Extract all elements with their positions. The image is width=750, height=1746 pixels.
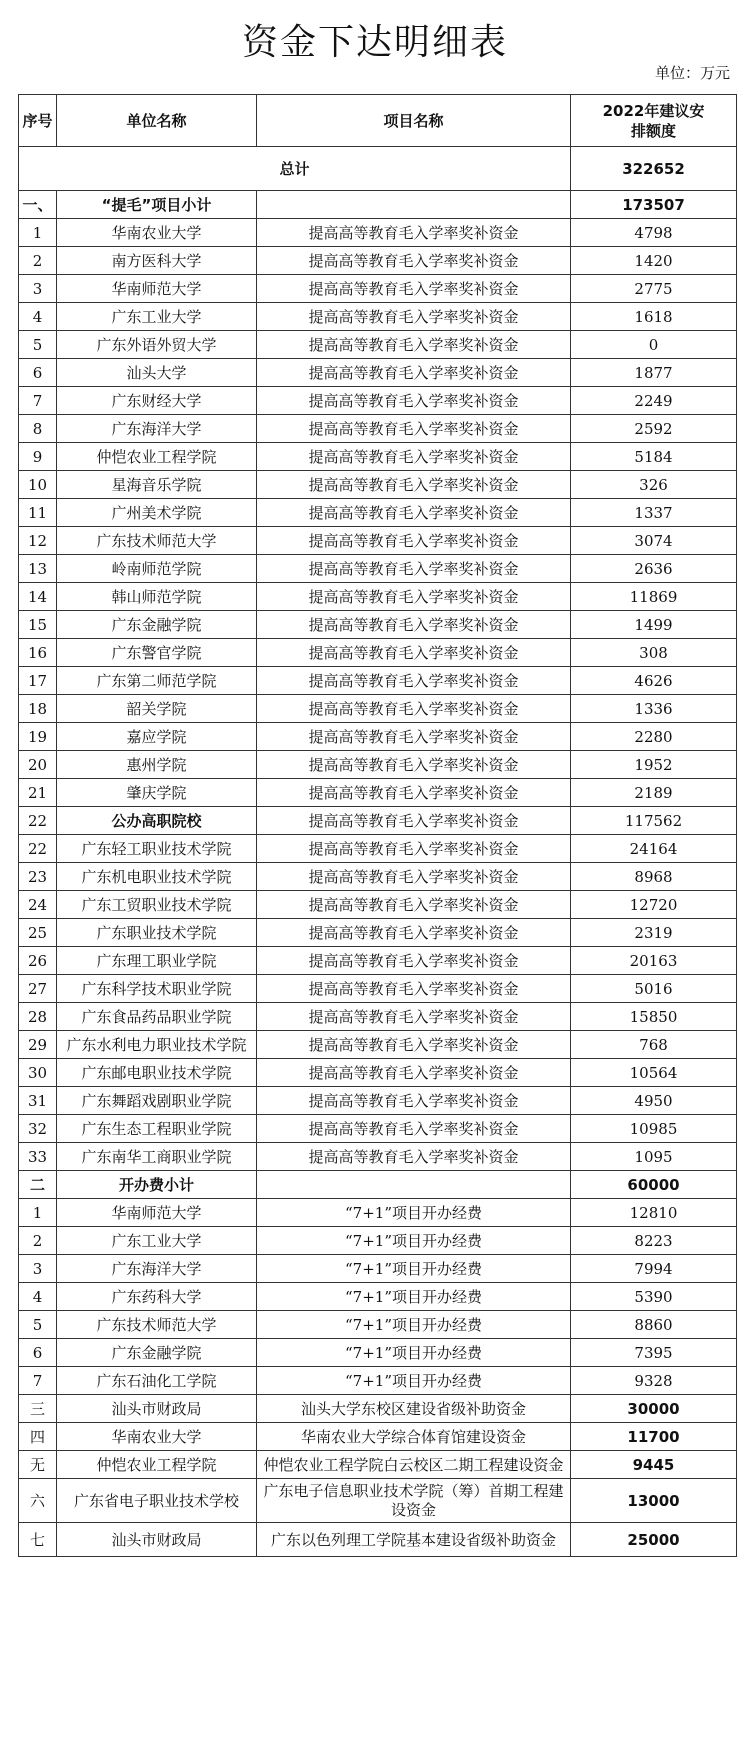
- table-row: [19, 443, 737, 471]
- cell-unit-name: 广东海洋大学: [57, 1255, 257, 1283]
- cell-seq: 22: [19, 807, 57, 835]
- cell-project: “7+1”项目开办经费: [257, 1339, 571, 1367]
- cell-project: 提高高等教育毛入学率奖补资金: [257, 247, 571, 275]
- cell-unit-name: 汕头市财政局: [57, 1523, 257, 1557]
- cell-project: 提高高等教育毛入学率奖补资金: [257, 387, 571, 415]
- table-row: [19, 555, 737, 583]
- table-row: [19, 611, 737, 639]
- table-row: [19, 1479, 737, 1523]
- cell-unit-name: 广东舞蹈戏剧职业学院: [57, 1087, 257, 1115]
- cell-unit-name: 开办费小计: [57, 1171, 257, 1199]
- cell-project: 提高高等教育毛入学率奖补资金: [257, 499, 571, 527]
- cell-seq: 9: [19, 443, 57, 471]
- cell-unit-name: 广东金融学院: [57, 1339, 257, 1367]
- cell-seq: 5: [19, 1311, 57, 1339]
- cell-seq: 6: [19, 1339, 57, 1367]
- table-row: [19, 1423, 737, 1451]
- cell-unit-name: 广东技术师范大学: [57, 1311, 257, 1339]
- cell-project: 提高高等教育毛入学率奖补资金: [257, 1087, 571, 1115]
- cell-amount: 12720: [571, 891, 737, 919]
- cell-amount: 308: [571, 639, 737, 667]
- cell-amount: 20163: [571, 947, 737, 975]
- table-row: [19, 1087, 737, 1115]
- cell-unit-name: 广东工业大学: [57, 303, 257, 331]
- cell-unit-name: 广东食品药品职业学院: [57, 1003, 257, 1031]
- cell-project: 提高高等教育毛入学率奖补资金: [257, 611, 571, 639]
- table-row: [19, 1395, 737, 1423]
- cell-project: 提高高等教育毛入学率奖补资金: [257, 891, 571, 919]
- cell-amount: 2319: [571, 919, 737, 947]
- cell-seq: 24: [19, 891, 57, 919]
- table-row: [19, 835, 737, 863]
- total-row: [19, 147, 737, 191]
- cell-seq: 28: [19, 1003, 57, 1031]
- table-row: [19, 387, 737, 415]
- table-row: [19, 1523, 737, 1557]
- total-amount: 322652: [571, 147, 737, 191]
- cell-seq: 7: [19, 1367, 57, 1395]
- cell-unit-name: 广东省电子职业技术学校: [57, 1479, 257, 1523]
- cell-unit-name: 汕头市财政局: [57, 1395, 257, 1423]
- cell-seq: 12: [19, 527, 57, 555]
- cell-seq: 七: [19, 1523, 57, 1557]
- cell-amount: 7994: [571, 1255, 737, 1283]
- cell-unit-name: 肇庆学院: [57, 779, 257, 807]
- cell-seq: 19: [19, 723, 57, 751]
- cell-project: “7+1”项目开办经费: [257, 1367, 571, 1395]
- cell-seq: 2: [19, 247, 57, 275]
- table-row: [19, 471, 737, 499]
- cell-unit-name: 广东技术师范大学: [57, 527, 257, 555]
- table-row: [19, 303, 737, 331]
- cell-unit-name: 南方医科大学: [57, 247, 257, 275]
- cell-unit-name: 广东金融学院: [57, 611, 257, 639]
- cell-seq: 三: [19, 1395, 57, 1423]
- cell-amount: 1336: [571, 695, 737, 723]
- table-row: [19, 1003, 737, 1031]
- cell-seq: 25: [19, 919, 57, 947]
- cell-seq: 30: [19, 1059, 57, 1087]
- cell-project: 提高高等教育毛入学率奖补资金: [257, 947, 571, 975]
- cell-seq: 3: [19, 275, 57, 303]
- table-row: [19, 583, 737, 611]
- cell-seq: 5: [19, 331, 57, 359]
- cell-unit-name: 广东生态工程职业学院: [57, 1115, 257, 1143]
- cell-seq: 26: [19, 947, 57, 975]
- cell-project: 提高高等教育毛入学率奖补资金: [257, 303, 571, 331]
- table-row: [19, 499, 737, 527]
- cell-project: “7+1”项目开办经费: [257, 1283, 571, 1311]
- cell-seq: 14: [19, 583, 57, 611]
- cell-project: 提高高等教育毛入学率奖补资金: [257, 1143, 571, 1171]
- cell-project: 提高高等教育毛入学率奖补资金: [257, 1115, 571, 1143]
- cell-unit-name: 华南农业大学: [57, 219, 257, 247]
- cell-unit-name: 华南农业大学: [57, 1423, 257, 1451]
- cell-unit-name: 广东邮电职业技术学院: [57, 1059, 257, 1087]
- table-row: [19, 1171, 737, 1199]
- cell-amount: 1618: [571, 303, 737, 331]
- cell-amount: 7395: [571, 1339, 737, 1367]
- cell-amount: 1337: [571, 499, 737, 527]
- cell-amount: 326: [571, 471, 737, 499]
- cell-amount: 10985: [571, 1115, 737, 1143]
- cell-amount: 11700: [571, 1423, 737, 1451]
- cell-unit-name: 公办高职院校: [57, 807, 257, 835]
- cell-amount: 1420: [571, 247, 737, 275]
- cell-seq: 二: [19, 1171, 57, 1199]
- cell-seq: 无: [19, 1451, 57, 1479]
- table-row: [19, 751, 737, 779]
- cell-amount: 13000: [571, 1479, 737, 1523]
- cell-amount: 1499: [571, 611, 737, 639]
- table-row: [19, 779, 737, 807]
- cell-unit-name: 广东海洋大学: [57, 415, 257, 443]
- cell-unit-name: 广东工贸职业技术学院: [57, 891, 257, 919]
- cell-seq: 6: [19, 359, 57, 387]
- cell-project: 提高高等教育毛入学率奖补资金: [257, 443, 571, 471]
- table-row: [19, 639, 737, 667]
- cell-unit-name: 广东财经大学: [57, 387, 257, 415]
- cell-project: 提高高等教育毛入学率奖补资金: [257, 723, 571, 751]
- cell-unit-name: 华南师范大学: [57, 1199, 257, 1227]
- table-row: [19, 807, 737, 835]
- cell-unit-name: “提毛”项目小计: [57, 191, 257, 219]
- cell-project: 提高高等教育毛入学率奖补资金: [257, 863, 571, 891]
- cell-unit-name: 广东外语外贸大学: [57, 331, 257, 359]
- cell-project: 提高高等教育毛入学率奖补资金: [257, 667, 571, 695]
- cell-unit-name: 广东石油化工学院: [57, 1367, 257, 1395]
- cell-unit-name: 惠州学院: [57, 751, 257, 779]
- table-row: [19, 331, 737, 359]
- table-row: [19, 527, 737, 555]
- cell-amount: 12810: [571, 1199, 737, 1227]
- cell-amount: 0: [571, 331, 737, 359]
- cell-unit-name: 广东科学技术职业学院: [57, 975, 257, 1003]
- cell-amount: 8968: [571, 863, 737, 891]
- table-row: [19, 1367, 737, 1395]
- cell-unit-name: 嘉应学院: [57, 723, 257, 751]
- cell-unit-name: 华南师范大学: [57, 275, 257, 303]
- cell-unit-name: 广东南华工商职业学院: [57, 1143, 257, 1171]
- table-row: [19, 723, 737, 751]
- cell-amount: 117562: [571, 807, 737, 835]
- cell-seq: 1: [19, 219, 57, 247]
- table-row: [19, 975, 737, 1003]
- unit-label: 单位：万元: [654, 64, 730, 82]
- cell-project: 仲恺农业工程学院白云校区二期工程建设资金: [257, 1451, 571, 1479]
- cell-project: 提高高等教育毛入学率奖补资金: [257, 1031, 571, 1059]
- cell-project: 提高高等教育毛入学率奖补资金: [257, 919, 571, 947]
- cell-seq: 10: [19, 471, 57, 499]
- table-row: [19, 359, 737, 387]
- cell-amount: 25000: [571, 1523, 737, 1557]
- cell-project: 提高高等教育毛入学率奖补资金: [257, 555, 571, 583]
- cell-seq: 2: [19, 1227, 57, 1255]
- header-seq: 序号: [19, 95, 57, 147]
- cell-amount: 9445: [571, 1451, 737, 1479]
- cell-amount: 11869: [571, 583, 737, 611]
- cell-seq: 16: [19, 639, 57, 667]
- table-row: [19, 1311, 737, 1339]
- cell-project: 广东以色列理工学院基本建设省级补助资金: [257, 1523, 571, 1557]
- cell-seq: 23: [19, 863, 57, 891]
- cell-seq: 四: [19, 1423, 57, 1451]
- cell-amount: 10564: [571, 1059, 737, 1087]
- cell-seq: 11: [19, 499, 57, 527]
- cell-seq: 33: [19, 1143, 57, 1171]
- table-row: [19, 191, 737, 219]
- header-amount: 2022年建议安排额度: [571, 95, 737, 147]
- cell-amount: 1095: [571, 1143, 737, 1171]
- cell-seq: 15: [19, 611, 57, 639]
- table-row: [19, 667, 737, 695]
- table-row: [19, 247, 737, 275]
- cell-amount: 9328: [571, 1367, 737, 1395]
- cell-amount: 24164: [571, 835, 737, 863]
- cell-unit-name: 广东水利电力职业技术学院: [57, 1031, 257, 1059]
- cell-amount: 3074: [571, 527, 737, 555]
- cell-amount: 2280: [571, 723, 737, 751]
- cell-unit-name: 岭南师范学院: [57, 555, 257, 583]
- table-row: [19, 1339, 737, 1367]
- cell-amount: 8860: [571, 1311, 737, 1339]
- table-row: [19, 1255, 737, 1283]
- cell-seq: 4: [19, 1283, 57, 1311]
- cell-unit-name: 仲恺农业工程学院: [57, 1451, 257, 1479]
- cell-amount: 4950: [571, 1087, 737, 1115]
- table-row: [19, 1143, 737, 1171]
- funding-table: [18, 94, 737, 1557]
- table-row: [19, 891, 737, 919]
- cell-seq: 18: [19, 695, 57, 723]
- table-row: [19, 863, 737, 891]
- table-row: [19, 275, 737, 303]
- cell-unit-name: 星海音乐学院: [57, 471, 257, 499]
- cell-amount: 2592: [571, 415, 737, 443]
- cell-project: 提高高等教育毛入学率奖补资金: [257, 527, 571, 555]
- cell-seq: 32: [19, 1115, 57, 1143]
- table-row: [19, 947, 737, 975]
- cell-project: “7+1”项目开办经费: [257, 1311, 571, 1339]
- cell-amount: 4798: [571, 219, 737, 247]
- page-title: 资金下达明细表: [241, 22, 508, 63]
- cell-project: 广东电子信息职业技术学院（筹）首期工程建设资金: [257, 1479, 571, 1523]
- cell-seq: 29: [19, 1031, 57, 1059]
- cell-project: 提高高等教育毛入学率奖补资金: [257, 583, 571, 611]
- cell-unit-name: 汕头大学: [57, 359, 257, 387]
- cell-seq: 7: [19, 387, 57, 415]
- table-row: [19, 1199, 737, 1227]
- cell-project: 提高高等教育毛入学率奖补资金: [257, 807, 571, 835]
- cell-project: 提高高等教育毛入学率奖补资金: [257, 779, 571, 807]
- table-row: [19, 1059, 737, 1087]
- cell-amount: 1877: [571, 359, 737, 387]
- cell-seq: 13: [19, 555, 57, 583]
- table-row: [19, 219, 737, 247]
- cell-project: “7+1”项目开办经费: [257, 1199, 571, 1227]
- cell-unit-name: 广东机电职业技术学院: [57, 863, 257, 891]
- cell-amount: 60000: [571, 1171, 737, 1199]
- cell-unit-name: 广东警官学院: [57, 639, 257, 667]
- cell-seq: 27: [19, 975, 57, 1003]
- cell-amount: 30000: [571, 1395, 737, 1423]
- cell-amount: 1952: [571, 751, 737, 779]
- cell-project: 提高高等教育毛入学率奖补资金: [257, 415, 571, 443]
- cell-project: 提高高等教育毛入学率奖补资金: [257, 975, 571, 1003]
- cell-unit-name: 广东第二师范学院: [57, 667, 257, 695]
- cell-project: [257, 1171, 571, 1199]
- cell-unit-name: 广东理工职业学院: [57, 947, 257, 975]
- cell-unit-name: 广东工业大学: [57, 1227, 257, 1255]
- cell-amount: 5184: [571, 443, 737, 471]
- header-row: [19, 95, 737, 147]
- table-row: [19, 1227, 737, 1255]
- cell-amount: 5390: [571, 1283, 737, 1311]
- cell-project: 提高高等教育毛入学率奖补资金: [257, 359, 571, 387]
- cell-seq: 4: [19, 303, 57, 331]
- cell-seq: 17: [19, 667, 57, 695]
- cell-seq: 1: [19, 1199, 57, 1227]
- cell-project: 提高高等教育毛入学率奖补资金: [257, 1059, 571, 1087]
- table-row: [19, 695, 737, 723]
- cell-unit-name: 韩山师范学院: [57, 583, 257, 611]
- cell-project: “7+1”项目开办经费: [257, 1227, 571, 1255]
- cell-amount: 173507: [571, 191, 737, 219]
- cell-project: [257, 191, 571, 219]
- cell-seq: 六: [19, 1479, 57, 1523]
- cell-amount: 2249: [571, 387, 737, 415]
- table-row: [19, 1115, 737, 1143]
- cell-amount: 8223: [571, 1227, 737, 1255]
- cell-amount: 2636: [571, 555, 737, 583]
- cell-project: 提高高等教育毛入学率奖补资金: [257, 331, 571, 359]
- cell-project: 提高高等教育毛入学率奖补资金: [257, 275, 571, 303]
- table-row: [19, 1283, 737, 1311]
- cell-amount: 5016: [571, 975, 737, 1003]
- cell-project: 提高高等教育毛入学率奖补资金: [257, 751, 571, 779]
- cell-unit-name: 韶关学院: [57, 695, 257, 723]
- cell-project: “7+1”项目开办经费: [257, 1255, 571, 1283]
- header-unit-name: 单位名称: [57, 95, 257, 147]
- cell-seq: 22: [19, 835, 57, 863]
- table-row: [19, 1451, 737, 1479]
- cell-unit-name: 仲恺农业工程学院: [57, 443, 257, 471]
- cell-unit-name: 广州美术学院: [57, 499, 257, 527]
- cell-seq: 3: [19, 1255, 57, 1283]
- cell-project: 提高高等教育毛入学率奖补资金: [257, 695, 571, 723]
- table-row: [19, 1031, 737, 1059]
- cell-project: 华南农业大学综合体育馆建设资金: [257, 1423, 571, 1451]
- cell-project: 提高高等教育毛入学率奖补资金: [257, 1003, 571, 1031]
- total-label: 总计: [19, 147, 571, 191]
- cell-project: 提高高等教育毛入学率奖补资金: [257, 219, 571, 247]
- cell-amount: 768: [571, 1031, 737, 1059]
- cell-unit-name: 广东职业技术学院: [57, 919, 257, 947]
- table-row: [19, 919, 737, 947]
- header-project: 项目名称: [257, 95, 571, 147]
- cell-project: 汕头大学东校区建设省级补助资金: [257, 1395, 571, 1423]
- cell-seq: 21: [19, 779, 57, 807]
- cell-seq: 20: [19, 751, 57, 779]
- cell-seq: 31: [19, 1087, 57, 1115]
- cell-amount: 2775: [571, 275, 737, 303]
- table-row: [19, 415, 737, 443]
- cell-seq: 一、: [19, 191, 57, 219]
- cell-unit-name: 广东药科大学: [57, 1283, 257, 1311]
- cell-project: 提高高等教育毛入学率奖补资金: [257, 639, 571, 667]
- cell-amount: 15850: [571, 1003, 737, 1031]
- cell-project: 提高高等教育毛入学率奖补资金: [257, 471, 571, 499]
- cell-unit-name: 广东轻工职业技术学院: [57, 835, 257, 863]
- cell-seq: 8: [19, 415, 57, 443]
- cell-amount: 2189: [571, 779, 737, 807]
- cell-amount: 4626: [571, 667, 737, 695]
- cell-project: 提高高等教育毛入学率奖补资金: [257, 835, 571, 863]
